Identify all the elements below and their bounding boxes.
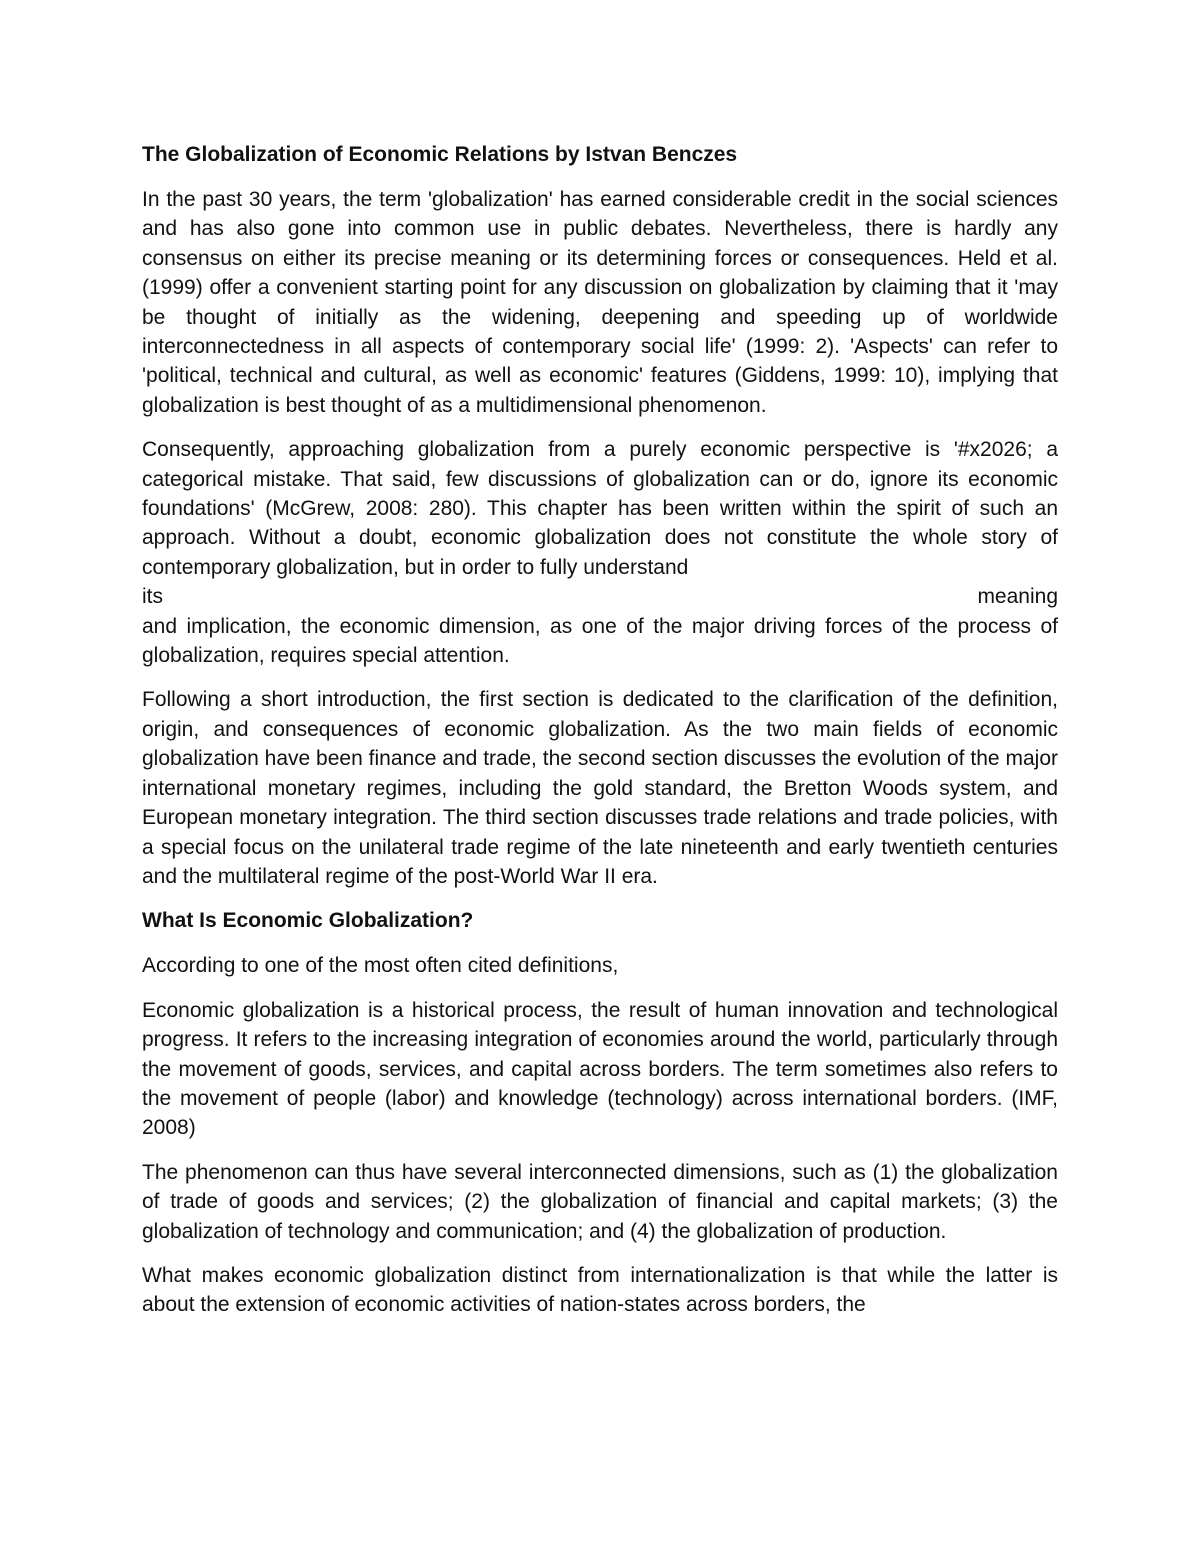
paragraph-following: Following a short introduction, the first section is dedicated to the clarification of the definition, origin, and consequences of economic globalization. As the two main fields of economic globalization have been finance and trade, the second section discusses the evolution of the major international monetary regimes, including the gold standard, the Bretton Woods system, and European monetary integration. The third section discusses trade relations and trade policies, with a special focus on the unilateral trade regime of the late nineteenth and early twentieth centuries and the multilateral regime of the post-World War II era. — [142, 688, 1058, 888]
paragraph-split-line — [142, 582, 1058, 611]
paragraph-consequently: Consequently, approaching globalization from a purely economic perspective is '#x2026; a categorical mistake. That said, few discussions of globalization can or do, ignore its economic foundations' (McGrew, 2008: 280). This chapter has been written within the spirit of such an approach. Without a doubt, economic globalization does not constitute the whole story of contemporary globalization, but in order to fully understand — [142, 438, 1058, 579]
split-line-left: its — [142, 585, 163, 609]
split-line-right: meaning — [977, 585, 1058, 609]
paragraph-imf-quote: Economic globalization is a historical process, the result of human innovation and technological progress. It refers to the increasing integration of economies around the world, particularly through the movement of goods, services, and capital across borders. The term sometimes also refers to the movement of people (labor) and knowledge (technology) across international borders. (IMF, 2008) — [142, 998, 1058, 1140]
paragraph-distinct: What makes economic globalization distinct from internationalization is that while the latter is about the extension of economic activities of nation-states across borders, the — [142, 1263, 1058, 1317]
paragraph-definition-intro: According to one of the most often cited definitions, — [142, 954, 619, 978]
paragraph-consequently-continued: and implication, the economic dimension, as one of the major driving forces of the process of globalization, requires special attention. — [142, 614, 1058, 668]
paragraph-dimensions: The phenomenon can thus have several interconnected dimensions, such as (1) the globalization of trade of goods and services; (2) the globalization of financial and capital markets; (3) the globalization of technology and communication; and (4) the globalization of production. — [142, 1160, 1058, 1243]
section-heading: What Is Economic Globalization? — [142, 909, 474, 933]
paragraph-intro: In the past 30 years, the term 'globalization' has earned considerable credit in the social sciences and has also gone into common use in public debates. Nevertheless, there is hardly any consensus on either its precise meaning or its determining forces or consequences. Held et al. (1999) offer a convenient starting point for any discussion on globalization by claiming that it 'may be thought of initially as the widening, deepening and speeding up of worldwide interconnectedness in all aspects of contemporary social life' (1999: 2). 'Aspects' can refer to 'political, technical and cultural, as well as economic' features (Giddens, 1999: 10), implying that globalization is best thought of as a multidimensional phenomenon. — [142, 188, 1058, 417]
document-page — [142, 140, 1058, 1335]
document-title: The Globalization of Economic Relations by Istvan Benczes — [142, 143, 738, 166]
